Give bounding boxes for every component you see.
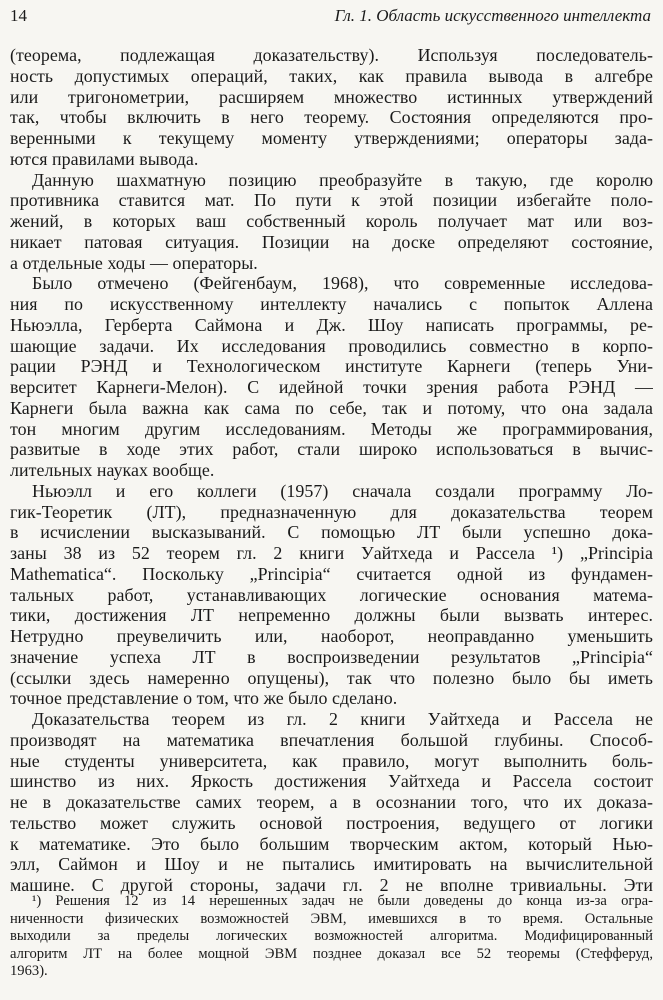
footnote-line: выходили за пределы логических возможностей алгоритма. Модифицированный: [10, 928, 653, 944]
text-line: а отдельные ходы — операторы.: [10, 252, 258, 273]
text-line: рации РЭНД и Технологическом институте Карнеги (теперь Уни-: [10, 356, 653, 377]
text-line: Ньюэлл и его коллеги (1957) сначала создали программу Ло-: [32, 480, 653, 501]
text-line: тики, достижения ЛТ непременно должны были вызвать интерес.: [10, 605, 653, 626]
text-line: развитые в ходе этих работ, стали широко использоваться в вычис-: [10, 439, 653, 460]
text-line: в исчислении высказываний. С помощью ЛТ были успешно дока-: [10, 522, 653, 543]
text-line: Данную шахматную позицию преобразуйте в такую, где королю: [32, 169, 653, 190]
text-line: Карнеги была важна как сама по себе, так и потому, что она задала: [10, 397, 653, 418]
text-line: противника ставится мат. По пути к этой позиции избегайте поло-: [10, 190, 653, 211]
footnote: [10, 893, 653, 981]
text-line: никает патовая ситуация. Позиции на доске определяют состояние,: [10, 231, 653, 252]
text-line: заны 38 из 52 теорем гл. 2 книги Уайтхеда и Рассела ¹) „Principia: [10, 543, 653, 563]
text-line: гик-Теоретик (ЛТ), предназначенную для доказательства теорем: [10, 501, 653, 522]
text-line: лительных науках вообще.: [10, 460, 215, 480]
text-line: к математике. Это было большим творческим актом, который Нью-: [10, 833, 653, 854]
text-line: точное представление о том, что же было сделано.: [10, 688, 398, 709]
text-line: тельство может служить основой построения, ведущего от логики: [10, 812, 653, 833]
text-line: жений, в которых ваш собственный король получает мат или воз-: [10, 211, 653, 231]
text-line: ность допустимых операций, таких, как правила вывода в алгебре: [10, 65, 653, 86]
text-line: значение успеха ЛТ в воспроизведении результатов „Principia“: [10, 646, 653, 667]
text-line: ются правилами вывода.: [10, 148, 199, 169]
footnote-line: 1963).: [10, 963, 48, 979]
text-line: ные студенты университета, как правило, могут выполнить боль-: [10, 750, 653, 771]
main-text: [10, 45, 653, 896]
text-line: Было отмечено (Фейгенбаум, 1968), что современные исследова-: [32, 273, 653, 294]
text-line: так, чтобы включить в него теорему. Состояния определяются про-: [10, 107, 653, 128]
text-line: ния по искусственному интеллекту начались с попыток Аллена: [10, 294, 653, 314]
text-line: (теорема, подлежащая доказательству). Используя последователь-: [10, 45, 653, 65]
text-line: элл, Саймон и Шоу и не пытались имитировать на вычислительной: [10, 854, 653, 875]
text-line: (ссылки здесь намеренно опущены), так что полезно было бы иметь: [10, 667, 653, 688]
footnote-line: алгоритм ЛТ на более мощной ЭВМ позднее доказал все 52 теоремы (Стефферуд,: [10, 945, 653, 962]
page-number: 14: [10, 6, 27, 25]
text-line: верситет Карнеги-Мелон). С идейной точки зрения работа РЭНД —: [10, 377, 653, 397]
text-line: веренными к текущему моменту утверждениями; операторы зада-: [10, 128, 653, 148]
text-line: или тригонометрии, расширяем множество истинных утверждений: [10, 86, 653, 107]
text-line: шающие задачи. Их исследования проводились совместно в корпо-: [10, 335, 653, 356]
text-line: тальных работ, устанавливающих логические основания матема-: [10, 584, 653, 605]
text-line: производят на математика впечатления большой глубины. Способ-: [10, 729, 653, 750]
text-line: не в доказательстве самих теорем, а в осознании того, что их доказа-: [10, 792, 653, 812]
text-line: шинство из них. Яркость достижения Уайтхеда и Рассела состоит: [10, 771, 653, 792]
text-line: Нетрудно преувеличить или, наоборот, неоправданно уменьшить: [10, 626, 653, 646]
text-line: тон многим другим исследованиям. Методы же программирования,: [10, 418, 653, 439]
footnote-line: ниченности физических возможностей ЭВМ, имевшихся в то время. Остальные: [10, 910, 653, 927]
text-line: машине. С другой стороны, задачи гл. 2 не вполне тривиальны. Эти: [10, 875, 653, 895]
text-line: Ньюэлла, Герберта Саймона и Дж. Шоу написать программы, ре-: [10, 314, 653, 335]
footnote-line: ¹) Решения 12 из 14 нерешенных задач не были доведены до конца из-за огра-: [32, 893, 653, 909]
running-title: Гл. 1. Область искусственного интеллекта: [334, 6, 651, 25]
page-header: [10, 6, 651, 32]
text-line: Доказательства теорем из гл. 2 книги Уайтхеда и Рассела не: [32, 709, 653, 729]
text-line: Mathematica“. Поскольку „Principia“ считается одной из фундамен-: [10, 563, 653, 584]
